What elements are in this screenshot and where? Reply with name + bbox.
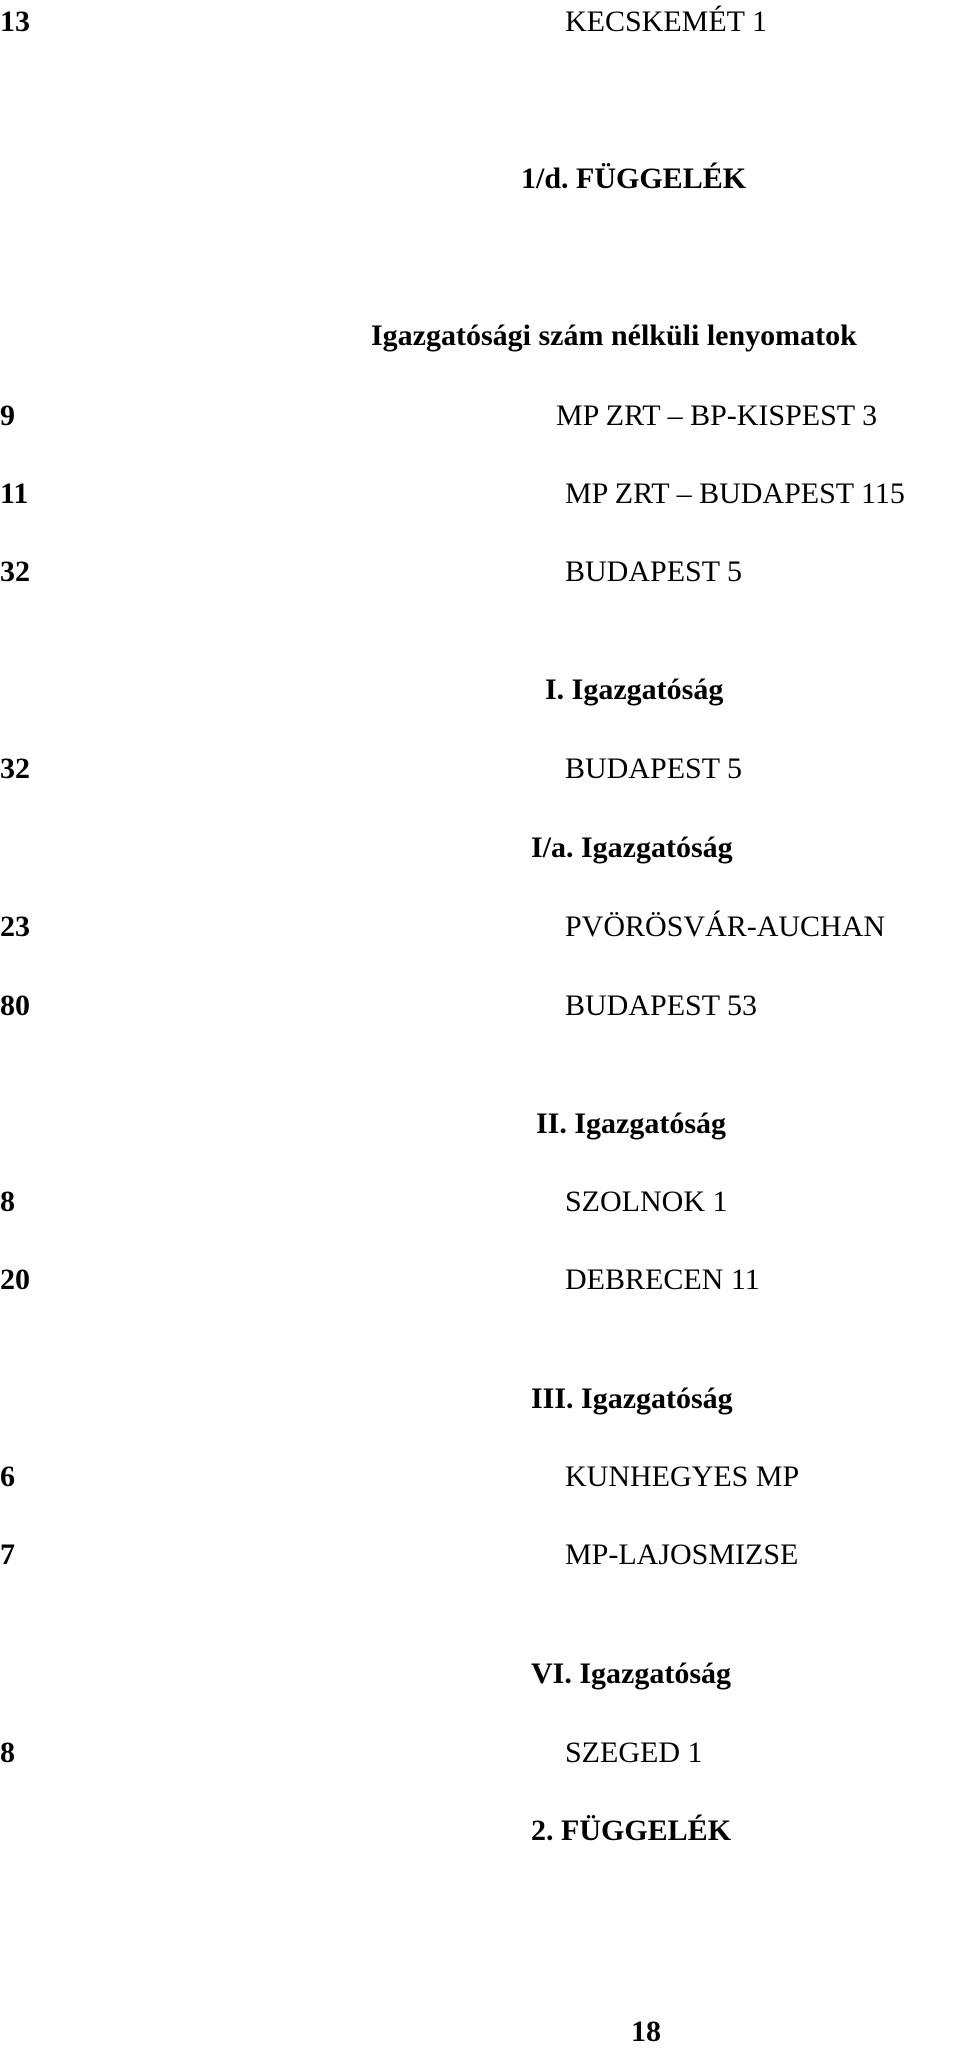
item-name: SZEGED 1 <box>565 1736 703 1769</box>
list-item <box>0 474 960 514</box>
page-number: 18 <box>631 2015 661 2048</box>
list-item <box>0 749 960 789</box>
item-name: MP ZRT – BP-KISPEST 3 <box>556 399 878 432</box>
item-number: 11 <box>0 477 29 510</box>
list-item <box>0 986 960 1026</box>
item-name: MP ZRT – BUDAPEST 115 <box>565 477 905 510</box>
item-number: 8 <box>0 1185 15 1218</box>
list-item <box>0 396 960 436</box>
item-number: 8 <box>0 1736 15 1769</box>
item-number: 6 <box>0 1460 15 1493</box>
section-title: III. Igazgatóság <box>531 1382 733 1415</box>
section-title: Igazgatósági szám nélküli lenyomatok <box>371 319 857 352</box>
list-item <box>0 1182 960 1222</box>
item-number: 80 <box>0 989 30 1022</box>
item-name: BUDAPEST 5 <box>565 555 742 588</box>
item-name: BUDAPEST 53 <box>565 989 757 1022</box>
item-name: MP-LAJOSMIZSE <box>565 1538 799 1571</box>
item-number: 13 <box>0 5 30 38</box>
list-item <box>0 1733 960 1773</box>
list-item <box>0 552 960 592</box>
list-item <box>0 1535 960 1575</box>
section-title: I/a. Igazgatóság <box>531 831 733 864</box>
list-item <box>0 2 960 42</box>
item-number: 23 <box>0 910 30 943</box>
section-title: VI. Igazgatóság <box>531 1657 731 1690</box>
section-title: II. Igazgatóság <box>536 1107 727 1140</box>
item-number: 20 <box>0 1263 30 1296</box>
list-item <box>0 907 960 947</box>
appendix-2-title: 2. FÜGGELÉK <box>531 1814 732 1847</box>
item-name: KECSKEMÉT 1 <box>565 5 767 38</box>
item-name: BUDAPEST 5 <box>565 752 742 785</box>
appendix-title: 1/d. FÜGGELÉK <box>521 162 747 195</box>
item-number: 9 <box>0 399 15 432</box>
section-title: I. Igazgatóság <box>545 673 724 706</box>
list-item <box>0 1457 960 1497</box>
item-name: SZOLNOK 1 <box>565 1185 728 1218</box>
item-name: KUNHEGYES MP <box>565 1460 800 1493</box>
item-name: DEBRECEN 11 <box>565 1263 760 1296</box>
item-number: 32 <box>0 555 30 588</box>
item-name: PVÖRÖSVÁR-AUCHAN <box>565 910 886 943</box>
item-number: 7 <box>0 1538 15 1571</box>
list-item <box>0 1260 960 1300</box>
item-number: 32 <box>0 752 30 785</box>
